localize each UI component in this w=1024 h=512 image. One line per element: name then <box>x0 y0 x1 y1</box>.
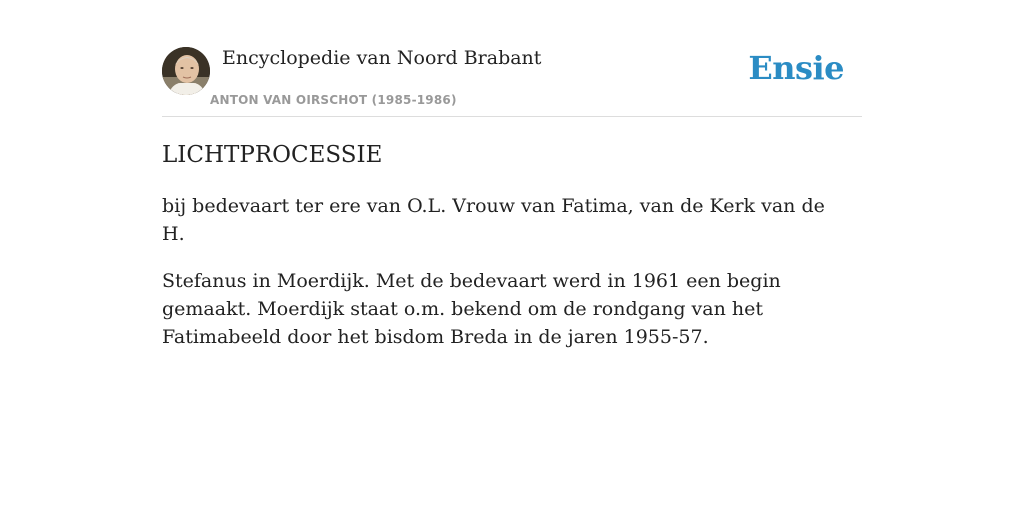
article-content <box>162 138 862 351</box>
article-paragraph: bij bedevaart ter ere van O.L. Vrouw van Fatima, van de Kerk van de H. <box>162 195 825 245</box>
article-headword: LICHTPROCESSIE <box>162 142 383 168</box>
author-avatar[interactable] <box>162 47 210 95</box>
ensie-logo[interactable]: Ensie <box>748 49 844 87</box>
header <box>162 0 862 117</box>
author-portrait-image <box>162 47 210 95</box>
article-paragraph: Stefanus in Moerdijk. Met de bedevaart werd in 1961 een begin gemaakt. Moerdijk staat o.m. bekend om de rondgang van het Fatimabeeld door het bisdom Breda in de jaren 1955-57. <box>162 270 781 348</box>
page <box>162 0 862 512</box>
source-title[interactable]: Encyclopedie van Noord Brabant <box>222 47 542 69</box>
author-name[interactable]: ANTON VAN OIRSCHOT (1985-1986) <box>210 93 457 107</box>
